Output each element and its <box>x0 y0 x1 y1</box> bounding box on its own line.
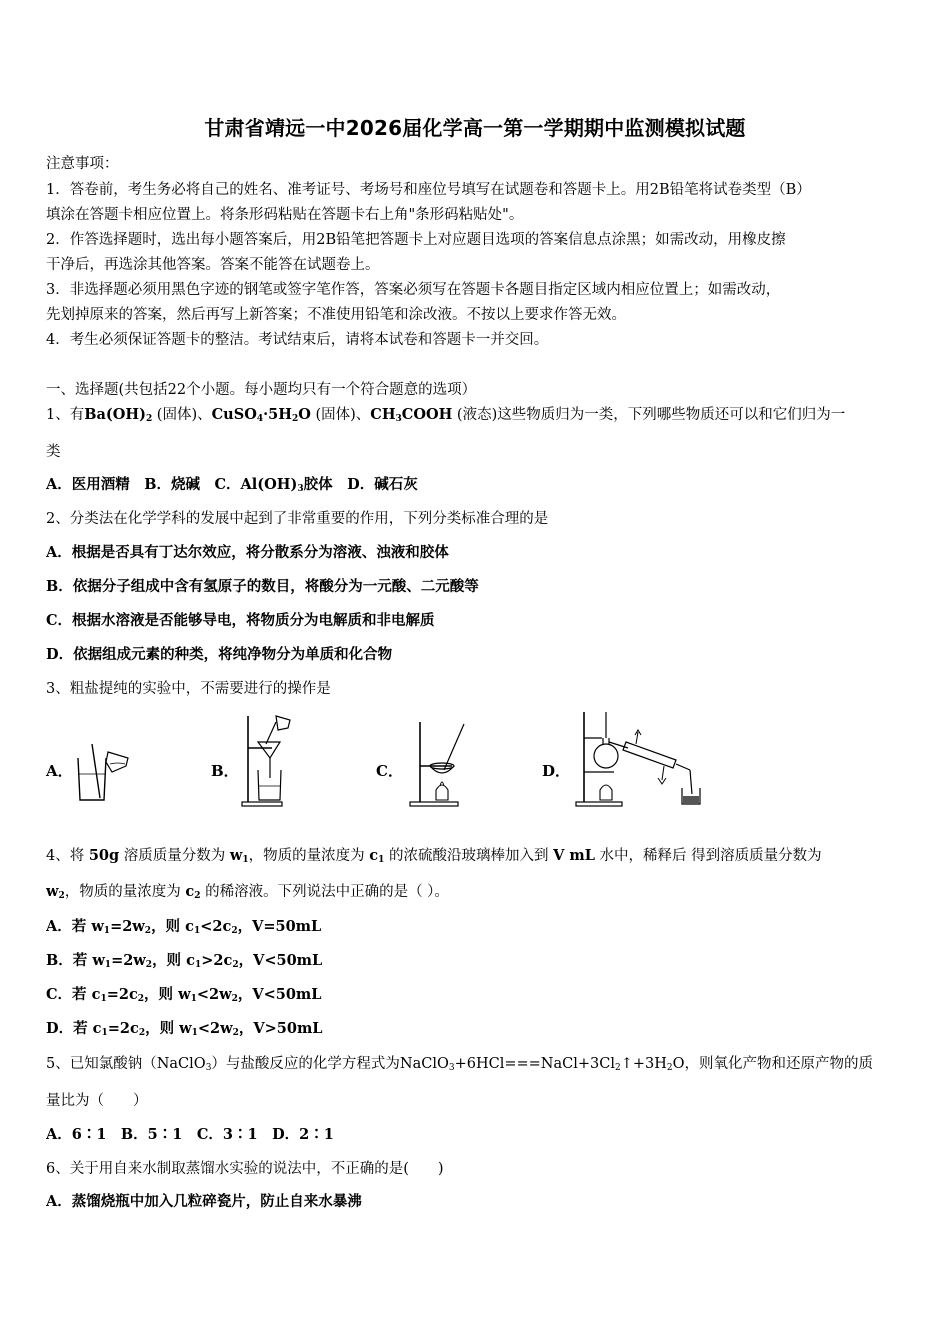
page-title: 甘肃省靖远一中2026届化学高一第一学期期中监测模拟试题 <box>204 116 746 140</box>
t: >2c <box>201 952 233 969</box>
subscript: 1 <box>100 994 107 1004</box>
filtration-icon <box>236 712 296 808</box>
subscript: 3 <box>448 1063 455 1073</box>
question-1-options <box>46 473 916 494</box>
question-6-stem: 6、关于用自来水制取蒸馏水实验的说法中，不正确的是( ) <box>46 1161 444 1177</box>
t: c <box>185 918 194 935</box>
formula: COOH <box>401 406 453 423</box>
t: w <box>178 986 191 1003</box>
formula: CuSO <box>211 406 257 423</box>
text: 溶质质量分数为 <box>119 848 230 864</box>
t: B．若 <box>46 952 93 969</box>
subscript: 2 <box>232 1028 239 1038</box>
subscript: 2 <box>145 414 153 424</box>
subscript: 3 <box>297 484 304 494</box>
text: +6HCl===NaCl+3Cl <box>454 1056 615 1072</box>
subscript: 1 <box>190 994 197 1004</box>
subscript: 2 <box>614 1063 621 1073</box>
t: C．若 <box>46 986 92 1003</box>
t: ， <box>237 986 253 1003</box>
t: V=50mL <box>252 918 322 935</box>
subscript: 2 <box>138 1028 146 1038</box>
text: 4、将 <box>46 848 89 864</box>
notice-line-6: 先划掉原来的答案，然后再写上新答案；不准使用铅笔和涂改液。不按以上要求作答无效。 <box>46 307 626 323</box>
text: 的浓硫酸沿玻璃棒加入到 <box>384 848 554 864</box>
t: ，则 <box>145 1020 180 1037</box>
subscript: 3 <box>395 414 402 424</box>
subscript: 1 <box>242 855 249 865</box>
text: 的稀溶液。下列说法中正确的是（ ）。 <box>200 884 449 900</box>
text: 5、已知氯酸钠（NaClO <box>46 1056 206 1072</box>
text: O，则氧化产物和还原产物的质 <box>672 1056 874 1072</box>
notice-line-5: 3．非选择题必须用黑色字迹的钢笔或签字笔作答，答案必须写在答题卡各题目指定区域内相应位置上；如需改动， <box>46 282 781 298</box>
text: ）与盐酸反应的化学方程式为NaClO <box>211 1056 449 1072</box>
notice-line-1: 1．答卷前，考生务必将自己的姓名、准考证号、考场号和座位号填写在试题卷和答题卡上。用2B铅笔将试卷类型（B） <box>46 182 811 198</box>
t: =2c <box>107 1020 139 1037</box>
t: ，则 <box>152 952 187 969</box>
text: 水中，稀释后 得到溶质质量分数为 <box>594 848 822 864</box>
subscript: 2 <box>231 926 238 936</box>
variable: w <box>229 847 243 864</box>
subscript: 1 <box>104 960 112 970</box>
t: ，则 <box>144 986 179 1003</box>
text: (固体)、 <box>152 407 212 423</box>
text: 胶体 D．碱石灰 <box>303 476 418 493</box>
formula: Al(OH) <box>240 476 298 493</box>
subscript: 2 <box>232 960 239 970</box>
question-4-option-b <box>46 949 916 970</box>
question-1-stem-cont: 类 <box>46 444 61 460</box>
subscript: 2 <box>58 891 65 901</box>
beaker-dissolve-icon <box>70 740 134 804</box>
section-heading: 一、选择题(共包括22个小题。每小题均只有一个符合题意的选项） <box>46 382 477 398</box>
formula: ·5H <box>263 406 292 423</box>
t: ， <box>237 918 253 935</box>
question-5-options: A．6∶1 B．5∶1 C．3∶1 D．2∶1 <box>46 1126 334 1143</box>
t: =2w <box>111 952 146 969</box>
question-6-option-a: A．蒸馏烧瓶中加入几粒碎瓷片，防止自来水暴沸 <box>46 1193 362 1210</box>
question-2-option-d: D．依据组成元素的种类，将纯净物分为单质和化合物 <box>46 646 393 663</box>
question-3-label-a: A． <box>46 762 73 780</box>
t: c <box>91 986 101 1003</box>
t: ， <box>238 1020 254 1037</box>
t: w <box>92 952 105 969</box>
subscript: 1 <box>378 855 385 865</box>
question-2-option-a: A．根据是否具有丁达尔效应，将分散系分为溶液、浊液和胶体 <box>46 544 449 561</box>
question-2-stem: 2、分类法在化学学科的发展中起到了非常重要的作用，下列分类标准合理的是 <box>46 511 549 527</box>
notice-line-4: 干净后，再选涂其他答案。答案不能答在试题卷上。 <box>46 257 380 273</box>
t: V<50mL <box>252 986 322 1003</box>
question-2-option-c: C．根据水溶液是否能够导电，将物质分为电解质和非电解质 <box>46 612 435 629</box>
question-1-stem <box>46 403 916 424</box>
t: V<50mL <box>253 952 323 969</box>
question-4-stem-cont <box>46 880 916 901</box>
question-3-label-b: B． <box>211 762 239 780</box>
text: 1、有 <box>46 407 85 423</box>
variable: c <box>185 883 195 900</box>
t: w <box>179 1020 192 1037</box>
evaporation-icon <box>406 718 476 808</box>
t: =2c <box>106 986 138 1003</box>
text: ，物质的量浓度为 <box>64 884 186 900</box>
t: V>50mL <box>253 1020 323 1037</box>
text: (液态)这些物质归为一类，下列哪些物质还可以和它们归为一 <box>452 407 846 423</box>
subscript: 2 <box>666 1063 673 1073</box>
subscript: 2 <box>231 994 238 1004</box>
variable: c <box>369 847 379 864</box>
question-3-stem: 3、粗盐提纯的实验中，不需要进行的操作是 <box>46 681 331 697</box>
subscript: 2 <box>194 891 201 901</box>
t: w <box>91 918 104 935</box>
t: D．若 <box>46 1020 93 1037</box>
subscript: 1 <box>101 1028 108 1038</box>
subscript: 3 <box>205 1063 212 1073</box>
question-3-label-c: C． <box>376 762 403 780</box>
question-4-option-a <box>46 915 916 936</box>
subscript: 2 <box>144 926 152 936</box>
t: <2c <box>200 918 232 935</box>
text: ↑+3H <box>620 1056 667 1072</box>
mass-value: 50g <box>88 847 120 864</box>
subscript: 1 <box>103 926 111 936</box>
question-4-stem <box>46 844 916 865</box>
subscript: 4 <box>256 414 264 424</box>
notice-line-7: 4．考生必须保证答题卡的整洁。考试结束后，请将本试卷和答题卡一并交回。 <box>46 332 549 348</box>
subscript: 2 <box>137 994 145 1004</box>
formula: Ba(OH) <box>84 406 146 423</box>
distillation-icon <box>572 708 708 808</box>
formula: CH <box>370 406 396 423</box>
formula: O <box>298 406 311 423</box>
question-5-stem <box>46 1052 916 1073</box>
variable: w <box>46 883 59 900</box>
text: (固体)、 <box>310 407 371 423</box>
t: =2w <box>110 918 145 935</box>
notice-line-2: 填涂在答题卡相应位置上。将条形码粘贴在答题卡右上角"条形码粘贴处"。 <box>46 207 524 223</box>
subscript: 2 <box>291 414 299 424</box>
subscript: 1 <box>194 960 202 970</box>
notice-heading: 注意事项： <box>46 156 119 172</box>
question-4-option-d <box>46 1017 916 1038</box>
t: c <box>186 952 195 969</box>
question-5-stem-cont: 量比为（ ） <box>46 1093 148 1109</box>
t: <2w <box>196 986 232 1003</box>
text: ，物质的量浓度为 <box>248 848 370 864</box>
question-4-option-c <box>46 983 916 1004</box>
question-3-label-d: D． <box>542 762 571 780</box>
volume-value: V mL <box>553 847 595 864</box>
t: ， <box>238 952 254 969</box>
notice-line-3: 2．作答选择题时，选出每小题答案后，用2B铅笔把答题卡上对应题目选项的答案信息点涂黑；如需改动，用橡皮擦 <box>46 232 786 248</box>
t: ，则 <box>151 918 186 935</box>
question-2-option-b: B．依据分子组成中含有氢原子的数目，将酸分为一元酸、二元酸等 <box>46 578 479 595</box>
subscript: 1 <box>191 1028 198 1038</box>
subscript: 1 <box>193 926 201 936</box>
subscript: 2 <box>145 960 153 970</box>
text: A．医用酒精 B．烧碱 C． <box>46 476 241 493</box>
t: c <box>92 1020 102 1037</box>
t: <2w <box>197 1020 233 1037</box>
t: A．若 <box>46 918 92 935</box>
